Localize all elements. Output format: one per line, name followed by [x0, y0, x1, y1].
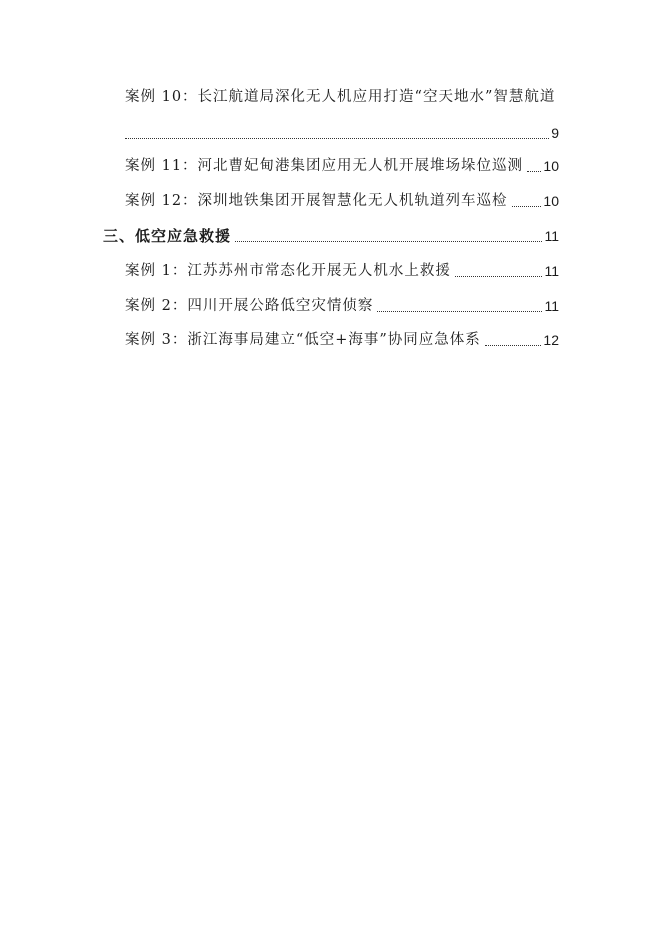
toc-entry-title: 案例 2：四川开展公路低空灾情侦察 [125, 298, 374, 314]
toc-entry-case-12[interactable] [125, 190, 559, 212]
toc-entry-case-2[interactable] [125, 295, 559, 317]
toc-entry-case-10-page[interactable] [125, 122, 559, 144]
toc-entry-title: 案例 3：浙江海事局建立“低空+海事”协同应急体系 [125, 332, 481, 348]
toc-page-number: 10 [543, 158, 559, 174]
toc-entry-case-3[interactable] [125, 329, 559, 351]
toc-page-number: 11 [544, 228, 559, 244]
toc-section-title: 三、低空应急救援 [103, 227, 232, 245]
toc-leader-dots [512, 190, 542, 212]
toc-entry-title: 案例 10：长江航道局深化无人机应用打造“空天地水”智慧航道 [125, 89, 556, 105]
toc-entry-case-1[interactable] [125, 260, 559, 282]
toc-entry-title: 案例 12：深圳地铁集团开展智慧化无人机轨道列车巡检 [125, 193, 508, 209]
toc-leader-dots [455, 260, 543, 282]
toc-entry-title: 案例 11：河北曹妃甸港集团应用无人机开展堆场垛位巡测 [125, 158, 524, 174]
toc-leader-dots [485, 329, 542, 351]
toc-page-number: 10 [543, 193, 559, 209]
toc-page-number: 11 [544, 263, 559, 279]
toc-entry-case-11[interactable] [125, 155, 559, 177]
toc-page-number: 12 [543, 332, 559, 348]
toc-leader-dots [235, 225, 542, 247]
toc-leader-dots [527, 155, 541, 177]
toc-page-number: 11 [544, 298, 559, 314]
toc-section-low-altitude-rescue[interactable] [103, 225, 559, 247]
toc-leader-dots [125, 122, 549, 144]
toc-page-number: 9 [551, 125, 559, 141]
toc-entry-case-10[interactable] [125, 86, 559, 108]
toc-leader-dots [377, 295, 542, 317]
toc-entry-title: 案例 1：江苏苏州市常态化开展无人机水上救援 [125, 263, 451, 279]
